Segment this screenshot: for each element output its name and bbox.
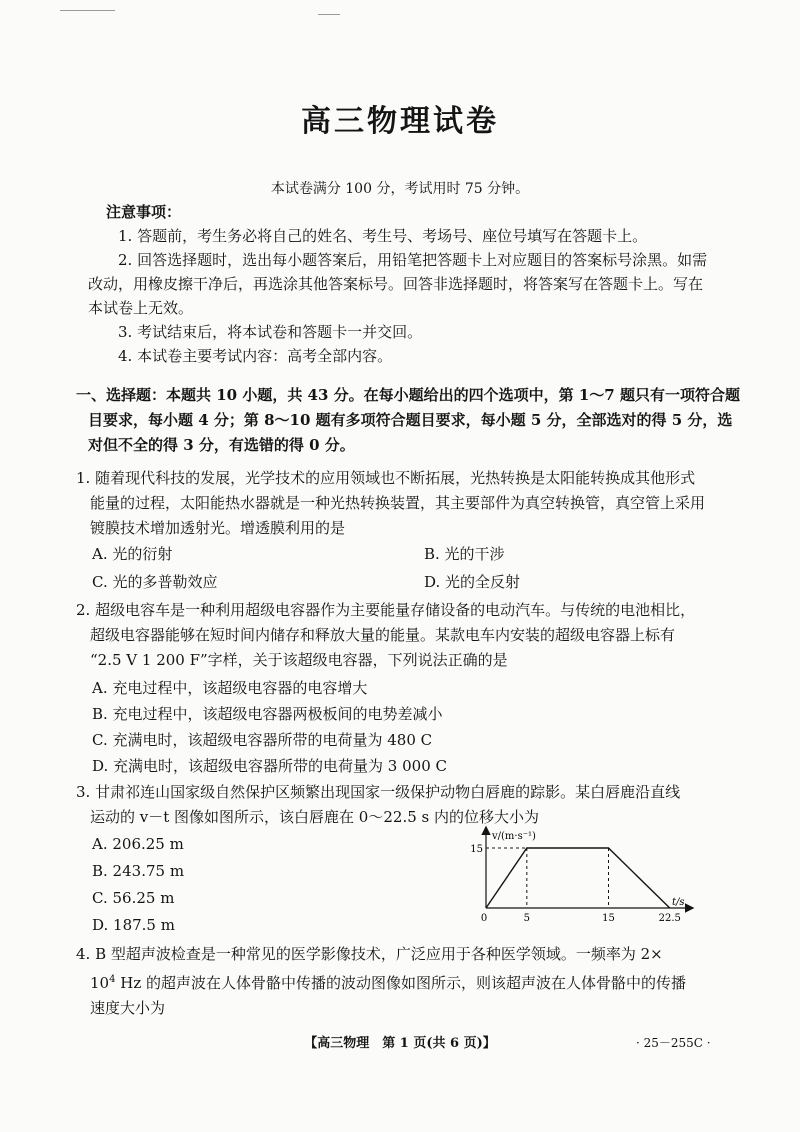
x-tick-label: 5: [523, 913, 531, 924]
question-line: 3. 甘肃祁连山国家级自然保护区频繁出现国家一级保护动物白唇鹿的踪影。某白唇鹿沿直线: [76, 783, 681, 801]
option-c: C. 充满电时，该超级电容器所带的电荷量为 480 C: [92, 731, 433, 749]
option-a: A. 光的衍射: [92, 545, 173, 563]
option-b: B. 充电过程中，该超级电容器两极板间的电势差减小: [92, 705, 443, 723]
power-base: 10: [90, 974, 110, 992]
section-heading: [76, 383, 740, 458]
notice-item: 3. 考试结束后，将本试卷和答题卡一并交回。: [118, 323, 423, 341]
x-tick-label: 0: [480, 913, 488, 924]
y-tick-label: 15: [470, 844, 483, 855]
option-c: C. 光的多普勒效应: [92, 573, 218, 591]
option-b: B. 243.75 m: [92, 862, 185, 880]
question-line: 速度大小为: [90, 999, 166, 1017]
paper-code: · 25－255C ·: [636, 1036, 711, 1050]
question-line: 4. B 型超声波检查是一种常见的医学影像技术，广泛应用于各种医学领域。一频率为 2×: [76, 945, 663, 963]
power-exponent: 4: [109, 974, 116, 985]
question-line: “2.5 V 1 200 F”字样，关于该超级电容器，下列说法正确的是: [90, 651, 508, 669]
option-a: A. 206.25 m: [92, 835, 184, 853]
section-line: 目要求，每小题 4 分；第 8～10 题有多项符合题目要求，每小题 5 分，全部选对的得 5 分，选: [88, 411, 733, 429]
x-tick-label: 22.5: [658, 913, 681, 924]
option-d: D. 光的全反射: [424, 573, 521, 591]
scan-mark: [60, 10, 115, 11]
option-b: B. 光的干涉: [424, 545, 505, 563]
page-title: 高三物理试卷: [301, 104, 499, 139]
exam-info: 本试卷满分 100 分，考试用时 75 分钟。: [270, 181, 530, 197]
x-axis-label: t/s: [672, 897, 685, 908]
y-axis-label: v/(m·s⁻¹): [492, 831, 536, 842]
option-c: C. 56.25 m: [92, 889, 175, 907]
question-line: 超级电容器能够在短时间内储存和释放大量的能量。某款电车内安装的超级电容器上标有: [90, 626, 676, 644]
question-line: 1. 随着现代科技的发展，光学技术的应用领域也不断拓展，光热转换是太阳能转换成其他形式: [76, 469, 696, 487]
question-line: 运动的 v－t 图像如图所示，该白唇鹿在 0～22.5 s 内的位移大小为: [90, 808, 539, 826]
x-tick-label: 15: [602, 913, 615, 924]
vt-graph: [462, 822, 702, 932]
question-line: 2. 超级电容车是一种利用超级电容器作为主要能量存储设备的电动汽车。与传统的电池相比，: [76, 601, 696, 619]
notice-item: 4. 本试卷主要考试内容：高考全部内容。: [118, 347, 393, 365]
section-line: 一、选择题：本题共 10 小题，共 43 分。在每小题给出的四个选项中，第 1～7 题只有一项符合题: [76, 386, 740, 404]
series-line: [486, 848, 670, 908]
option-d: D. 187.5 m: [92, 916, 175, 934]
question-2: [76, 598, 716, 673]
option-d: D. 充满电时，该超级电容器所带的电荷量为 3 000 C: [92, 757, 447, 775]
question-line: 能量的过程，太阳能热水器就是一种光热转换装置，其主要部件为真空转换管，真空管上采用: [90, 494, 706, 512]
notice-heading: 注意事项：: [106, 203, 182, 221]
question-4: [76, 942, 716, 1021]
section-line: 对但不全的得 3 分，有选错的得 0 分。: [88, 436, 355, 454]
page-footer: 【高三物理 第 1 页(共 6 页)】: [304, 1036, 496, 1051]
notice-item: 2. 回答选择题时，选出每小题答案后，用铅笔把答题卡上对应题目的答案标号涂黑。如需改动，用橡皮擦干净后，再选涂其他答案标号。回答非选择题时，将答案写在答题卡上。写在本试卷上无效。: [88, 251, 708, 317]
question-line-text: Hz 的超声波在人体骨骼中传播的波动图像如图所示，则该超声波在人体骨骼中的传播: [115, 974, 686, 992]
question-line: [76, 967, 716, 996]
question-line: 镀膜技术增加透射光。增透膜利用的是: [90, 519, 346, 537]
question-1: [76, 466, 716, 541]
notice-item: 1. 答题前，考生务必将自己的姓名、考生号、考场号、座位号填写在答题卡上。: [118, 227, 648, 245]
notice-section: [88, 200, 708, 368]
option-a: A. 充电过程中，该超级电容器的电容增大: [92, 679, 368, 697]
scan-mark: [318, 14, 340, 15]
